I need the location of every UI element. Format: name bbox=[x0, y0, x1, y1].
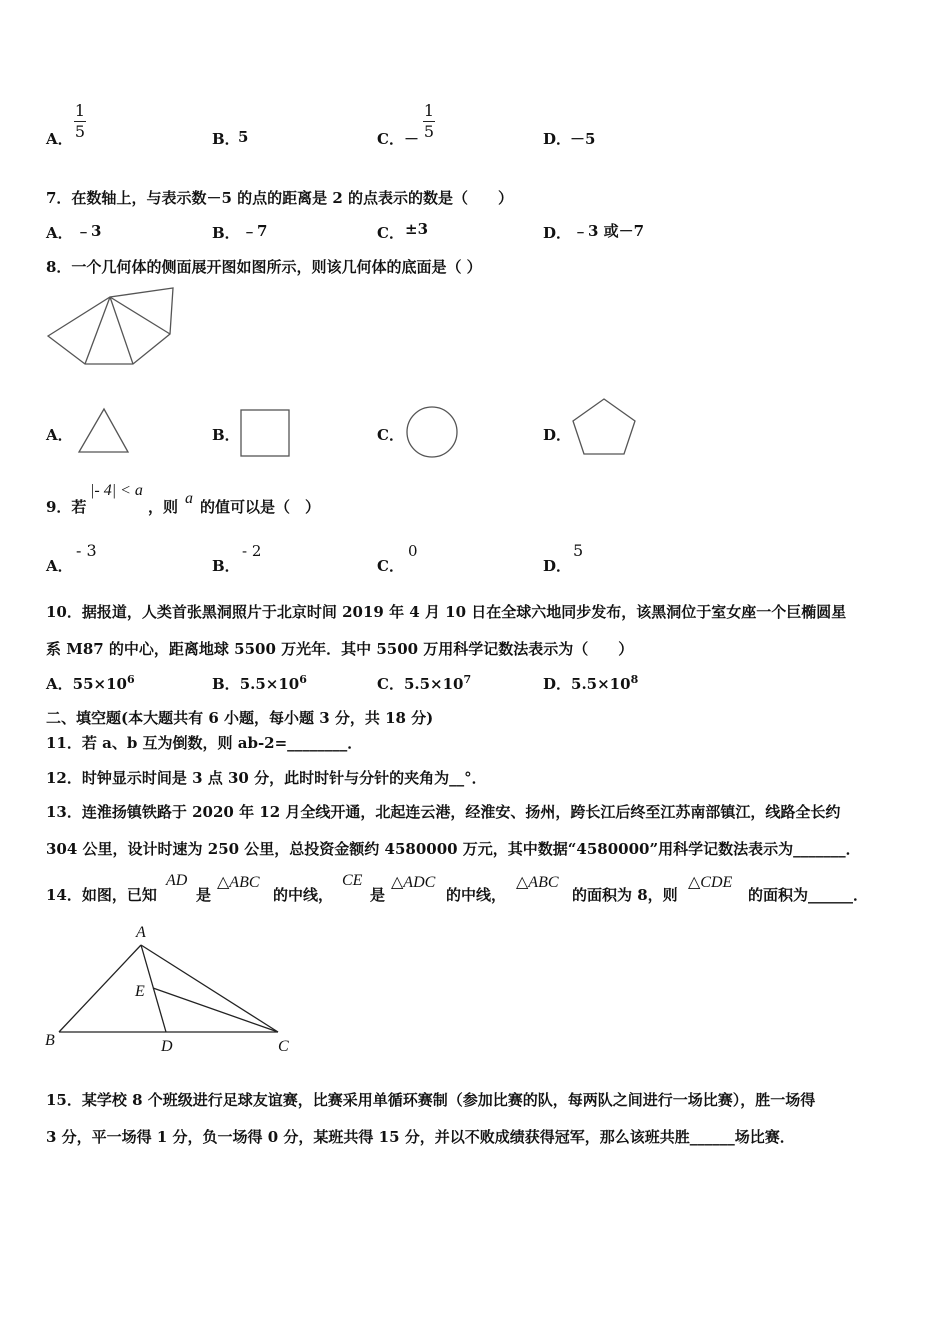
q14-triangle-adc: △ADC bbox=[391, 874, 436, 891]
q6-option-d-label: D． bbox=[543, 130, 572, 148]
q14-text-2: 的中线， bbox=[273, 886, 334, 904]
label-b: B bbox=[45, 1032, 55, 1049]
q6-option-c-fraction: 1 5 bbox=[423, 101, 435, 141]
q6-option-d-value: －5 bbox=[570, 130, 596, 148]
q9-option-a-label: A． bbox=[46, 557, 73, 575]
q9-option-b-label: B． bbox=[212, 557, 240, 575]
q10-option-b: B．$5.5\times 10^6$ bbox=[212, 673, 307, 693]
q8-stem: 8．一个几何体的侧面展开图如图所示，则该几何体的底面是（ ） bbox=[46, 258, 482, 276]
q6-option-b-label: B． bbox=[212, 130, 240, 148]
q14-stem-prefix: 14．如图，已知 bbox=[46, 886, 157, 904]
q6-option-c-label: C． bbox=[377, 130, 404, 148]
q11-stem: 11．若 a、b 互为倒数，则 ab-2=________． bbox=[46, 734, 363, 752]
q15-stem-line1: 15．某学校 8 个班级进行足球友谊赛，比赛采用单循环赛制（参加比赛的队，每两队之间进行一场比赛），胜一场得 bbox=[46, 1091, 816, 1109]
q10-option-c: C．$5.5\times 10^7$ bbox=[377, 673, 472, 693]
q13-stem-line1: 13．连淮扬镇铁路于 2020 年 12 月全线开通，北起连云港，经淮安、扬州，跨长江后终至江苏南部镇江，线路全长约 bbox=[46, 803, 841, 821]
q9-stem-post: 的值可以是（ ） bbox=[200, 498, 321, 516]
label-c: C bbox=[278, 1038, 289, 1055]
label-e: E bbox=[135, 983, 145, 1000]
q15-stem-line2: 3 分，平一场得 1 分，负一场得 0 分，某班共得 15 分，并以不败成绩获得冠军，那么该班共胜______场比赛． bbox=[46, 1128, 795, 1146]
q6-option-c-sign: － bbox=[404, 130, 420, 148]
label-a: A bbox=[136, 924, 146, 941]
q14-ce: CE bbox=[342, 872, 363, 889]
q9-option-d-value: 5 bbox=[573, 541, 584, 560]
q10-option-d: D．$5.5\times 10^8$ bbox=[543, 673, 639, 693]
q14-ad: AD bbox=[166, 872, 188, 889]
q8-option-c-label: C． bbox=[377, 426, 404, 444]
q12-stem: 12．时钟显示时间是 3 点 30 分，此时时针与分针的夹角为__°． bbox=[46, 769, 487, 787]
q8-option-d-label: D． bbox=[543, 426, 572, 444]
q7-option-b-value: ﹣7 bbox=[242, 222, 268, 240]
q6-option-a-label: A． bbox=[46, 130, 73, 148]
q9-option-c-value: 0 bbox=[408, 542, 418, 560]
q14-triangle-abc: △ABC bbox=[217, 874, 260, 891]
q7-option-c-label: C． bbox=[377, 224, 404, 242]
q9-option-a-value: - 3 bbox=[76, 541, 97, 560]
q13-stem-line2: 304 公里，设计时速为 250 公里，总投资金额约 4580000 万元，其中数据“4580000”用科学记数法表示为_______． bbox=[46, 840, 861, 858]
q7-option-a-label: A． bbox=[46, 224, 73, 242]
q6-option-b-value: 5 bbox=[238, 128, 249, 146]
q7-option-b-label: B． bbox=[212, 224, 240, 242]
q10-option-a: A．$55\times 10^6$ bbox=[46, 673, 135, 693]
q14-text-6: 的面积为______． bbox=[748, 886, 869, 904]
q9-stem-mid: ，则 bbox=[148, 498, 179, 516]
q9-stem-prefix: 9．若 bbox=[46, 498, 87, 516]
q7-option-d-value: ﹣3 或－7 bbox=[573, 222, 645, 240]
q14-text-3: 是 bbox=[370, 886, 386, 904]
q14-triangle-abc-2: △ABC bbox=[516, 874, 559, 891]
q10-stem-line2: 系 M87 的中心，距离地球 5500 万光年．其中 5500 万用科学记数法表示为（ ） bbox=[46, 640, 634, 658]
q9-option-b-value: - 2 bbox=[242, 542, 262, 560]
q7-option-d-label: D． bbox=[543, 224, 572, 242]
q14-text-1: 是 bbox=[196, 886, 212, 904]
label-d: D bbox=[161, 1038, 173, 1055]
q10-stem-line1: 10．据报道，人类首张黑洞照片于北京时间 2019 年 4 月 10 日在全球六地同步发布，该黑洞位于室女座一个巨椭圆星 bbox=[46, 603, 847, 621]
q14-triangle-cde: △CDE bbox=[688, 874, 733, 891]
q7-option-c-value: ±3 bbox=[405, 220, 429, 238]
q14-text-4: 的中线， bbox=[446, 886, 507, 904]
q8-option-a-label: A． bbox=[46, 426, 73, 444]
q7-option-a-value: ﹣3 bbox=[76, 222, 102, 240]
q7-stem: 7．在数轴上，与表示数－5 的点的距离是 2 的点表示的数是（ ） bbox=[46, 189, 513, 207]
q8-option-b-label: B． bbox=[212, 426, 240, 444]
q9-option-d-label: D． bbox=[543, 557, 572, 575]
q14-text-5: 的面积为 8，则 bbox=[572, 886, 678, 904]
q9-option-c-label: C． bbox=[377, 557, 404, 575]
q6-option-a-fraction: 1 5 bbox=[74, 101, 86, 141]
q9-inequality: |- 4| < a bbox=[90, 482, 143, 499]
section-heading: 二、填空题(本大题共有 6 小题，每小题 3 分，共 18 分) bbox=[46, 709, 434, 727]
q9-variable: a bbox=[185, 490, 193, 507]
